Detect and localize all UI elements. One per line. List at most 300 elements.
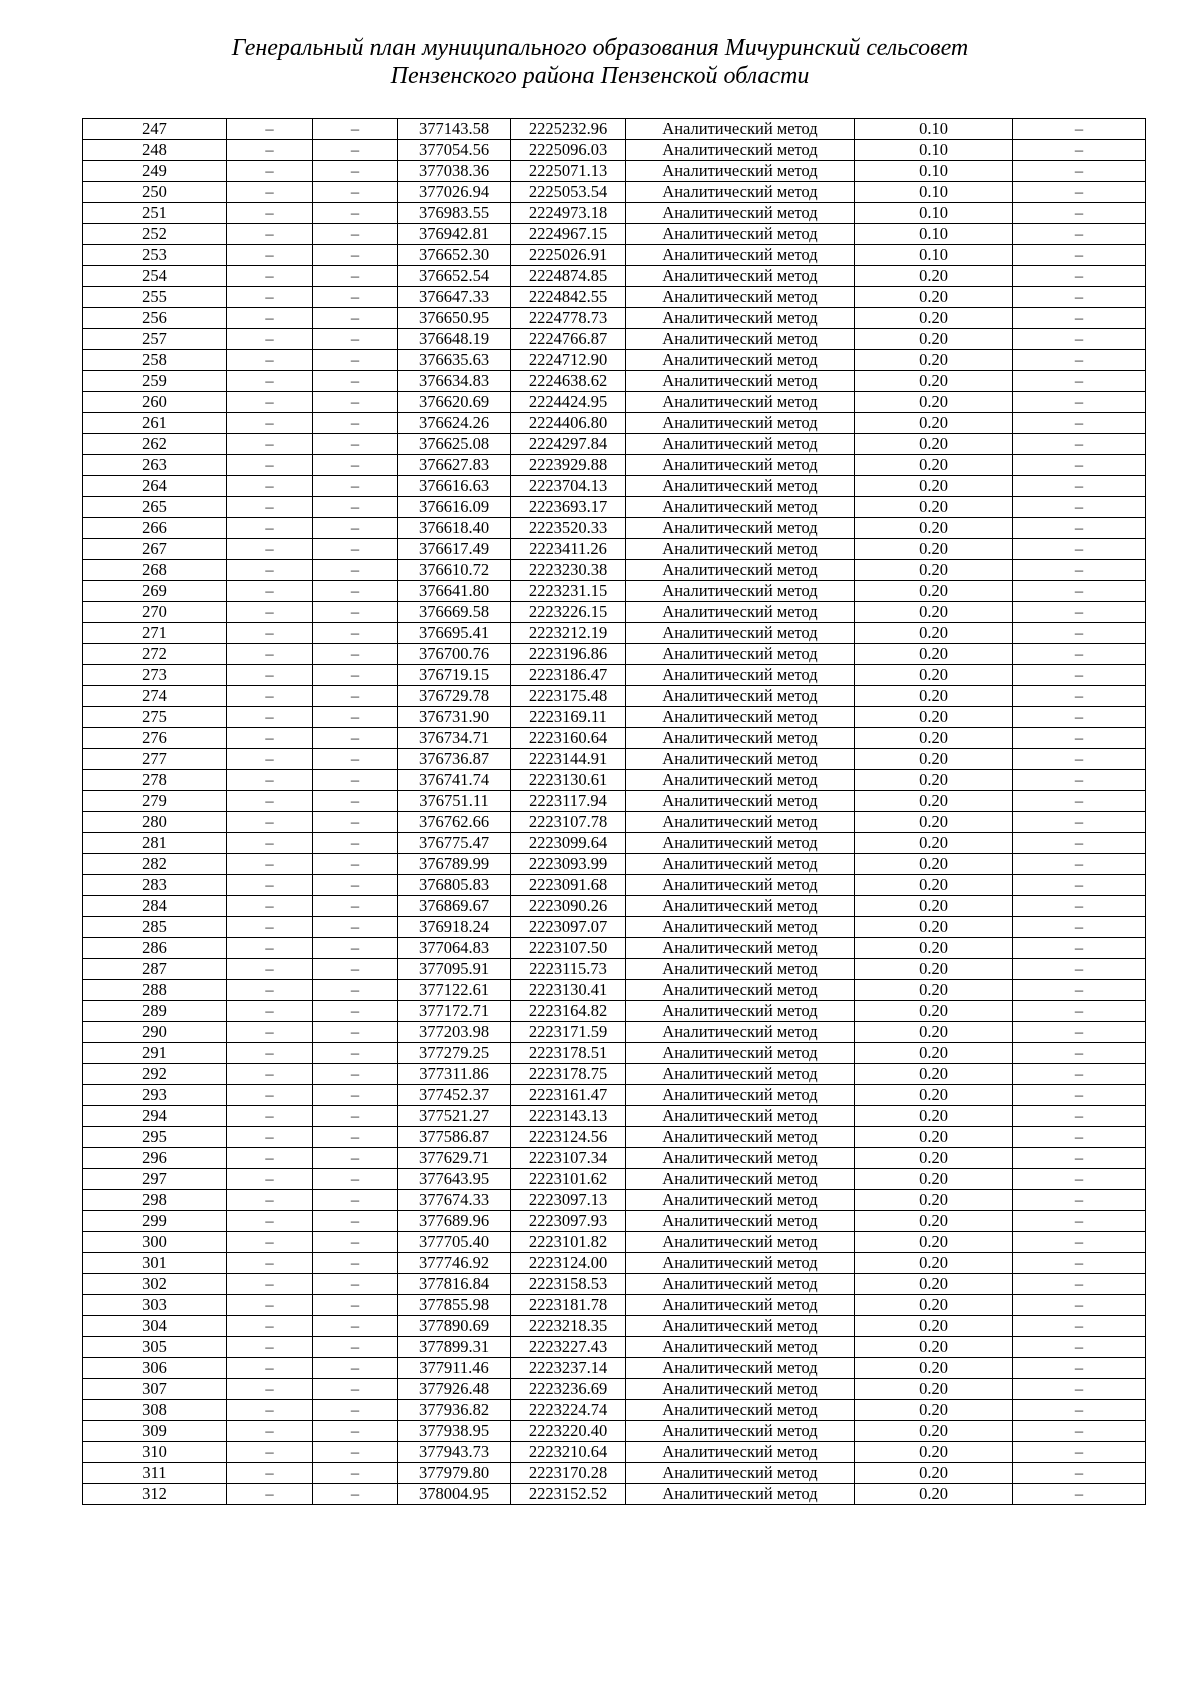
x-coordinate: 376731.90 <box>398 707 511 728</box>
x-coordinate: 376624.26 <box>398 413 511 434</box>
dash-cell: – <box>313 1043 398 1064</box>
point-number: 297 <box>83 1169 227 1190</box>
dash-cell: – <box>313 1085 398 1106</box>
method-cell: Аналитический метод <box>626 1400 855 1421</box>
table-row <box>83 854 1146 875</box>
method-cell: Аналитический метод <box>626 938 855 959</box>
y-coordinate: 2223124.56 <box>511 1127 626 1148</box>
dash-cell: – <box>227 602 313 623</box>
dash-cell: – <box>227 1085 313 1106</box>
table-row <box>83 1484 1146 1505</box>
accuracy-cell: 0.20 <box>855 560 1013 581</box>
x-coordinate: 377143.58 <box>398 119 511 140</box>
dash-cell: – <box>313 665 398 686</box>
y-coordinate: 2223130.61 <box>511 770 626 791</box>
accuracy-cell: 0.20 <box>855 728 1013 749</box>
table-row <box>83 917 1146 938</box>
accuracy-cell: 0.20 <box>855 686 1013 707</box>
table-row <box>83 350 1146 371</box>
method-cell: Аналитический метод <box>626 644 855 665</box>
x-coordinate: 377855.98 <box>398 1295 511 1316</box>
accuracy-cell: 0.20 <box>855 539 1013 560</box>
dash-cell: – <box>1013 602 1146 623</box>
dash-cell: – <box>1013 1253 1146 1274</box>
point-number: 310 <box>83 1442 227 1463</box>
dash-cell: – <box>227 1106 313 1127</box>
table-row <box>83 581 1146 602</box>
table-row <box>83 686 1146 707</box>
point-number: 291 <box>83 1043 227 1064</box>
point-number: 261 <box>83 413 227 434</box>
dash-cell: – <box>313 476 398 497</box>
accuracy-cell: 0.20 <box>855 1484 1013 1505</box>
method-cell: Аналитический метод <box>626 266 855 287</box>
accuracy-cell: 0.10 <box>855 161 1013 182</box>
dash-cell: – <box>313 1400 398 1421</box>
dash-cell: – <box>1013 833 1146 854</box>
table-row <box>83 1442 1146 1463</box>
accuracy-cell: 0.20 <box>855 1253 1013 1274</box>
point-number: 289 <box>83 1001 227 1022</box>
point-number: 305 <box>83 1337 227 1358</box>
y-coordinate: 2223181.78 <box>511 1295 626 1316</box>
accuracy-cell: 0.20 <box>855 518 1013 539</box>
y-coordinate: 2223220.40 <box>511 1421 626 1442</box>
x-coordinate: 376751.11 <box>398 791 511 812</box>
dash-cell: – <box>227 875 313 896</box>
accuracy-cell: 0.20 <box>855 371 1013 392</box>
y-coordinate: 2225071.13 <box>511 161 626 182</box>
dash-cell: – <box>1013 1106 1146 1127</box>
dash-cell: – <box>227 539 313 560</box>
x-coordinate: 376775.47 <box>398 833 511 854</box>
table-row <box>83 749 1146 770</box>
method-cell: Аналитический метод <box>626 1232 855 1253</box>
table-row <box>83 434 1146 455</box>
table-row <box>83 875 1146 896</box>
accuracy-cell: 0.10 <box>855 140 1013 161</box>
dash-cell: – <box>227 938 313 959</box>
y-coordinate: 2224973.18 <box>511 203 626 224</box>
dash-cell: – <box>227 518 313 539</box>
method-cell: Аналитический метод <box>626 665 855 686</box>
table-row <box>83 1148 1146 1169</box>
table-row <box>83 1127 1146 1148</box>
x-coordinate: 376942.81 <box>398 224 511 245</box>
accuracy-cell: 0.20 <box>855 1358 1013 1379</box>
point-number: 248 <box>83 140 227 161</box>
x-coordinate: 376700.76 <box>398 644 511 665</box>
y-coordinate: 2223230.38 <box>511 560 626 581</box>
x-coordinate: 376647.33 <box>398 287 511 308</box>
dash-cell: – <box>313 707 398 728</box>
dash-cell: – <box>313 161 398 182</box>
y-coordinate: 2223107.34 <box>511 1148 626 1169</box>
dash-cell: – <box>1013 476 1146 497</box>
point-number: 255 <box>83 287 227 308</box>
dash-cell: – <box>227 1400 313 1421</box>
table-row <box>83 1211 1146 1232</box>
dash-cell: – <box>1013 1316 1146 1337</box>
dash-cell: – <box>1013 1211 1146 1232</box>
dash-cell: – <box>313 1295 398 1316</box>
dash-cell: – <box>1013 728 1146 749</box>
dash-cell: – <box>313 581 398 602</box>
dash-cell: – <box>227 1127 313 1148</box>
dash-cell: – <box>1013 224 1146 245</box>
dash-cell: – <box>227 1442 313 1463</box>
method-cell: Аналитический метод <box>626 1127 855 1148</box>
dash-cell: – <box>227 140 313 161</box>
table-row <box>83 1295 1146 1316</box>
table-row <box>83 140 1146 161</box>
dash-cell: – <box>227 1022 313 1043</box>
y-coordinate: 2223178.75 <box>511 1064 626 1085</box>
accuracy-cell: 0.20 <box>855 833 1013 854</box>
x-coordinate: 376918.24 <box>398 917 511 938</box>
dash-cell: – <box>1013 140 1146 161</box>
dash-cell: – <box>227 854 313 875</box>
dash-cell: – <box>1013 1358 1146 1379</box>
accuracy-cell: 0.20 <box>855 1064 1013 1085</box>
table-row <box>83 1169 1146 1190</box>
table-row <box>83 1106 1146 1127</box>
dash-cell: – <box>313 1316 398 1337</box>
dash-cell: – <box>227 833 313 854</box>
dash-cell: – <box>1013 1337 1146 1358</box>
dash-cell: – <box>1013 854 1146 875</box>
point-number: 283 <box>83 875 227 896</box>
table-row <box>83 329 1146 350</box>
table-row <box>83 644 1146 665</box>
accuracy-cell: 0.20 <box>855 413 1013 434</box>
accuracy-cell: 0.20 <box>855 350 1013 371</box>
dash-cell: – <box>1013 539 1146 560</box>
x-coordinate: 376634.83 <box>398 371 511 392</box>
point-number: 278 <box>83 770 227 791</box>
point-number: 265 <box>83 497 227 518</box>
accuracy-cell: 0.20 <box>855 896 1013 917</box>
dash-cell: – <box>1013 497 1146 518</box>
point-number: 295 <box>83 1127 227 1148</box>
dash-cell: – <box>313 896 398 917</box>
point-number: 262 <box>83 434 227 455</box>
point-number: 311 <box>83 1463 227 1484</box>
dash-cell: – <box>1013 644 1146 665</box>
method-cell: Аналитический метод <box>626 602 855 623</box>
y-coordinate: 2223175.48 <box>511 686 626 707</box>
table-row <box>83 413 1146 434</box>
point-number: 312 <box>83 1484 227 1505</box>
table-row <box>83 1022 1146 1043</box>
y-coordinate: 2223411.26 <box>511 539 626 560</box>
accuracy-cell: 0.20 <box>855 1169 1013 1190</box>
dash-cell: – <box>227 1064 313 1085</box>
accuracy-cell: 0.20 <box>855 1337 1013 1358</box>
y-coordinate: 2223237.14 <box>511 1358 626 1379</box>
dash-cell: – <box>313 623 398 644</box>
dash-cell: – <box>313 434 398 455</box>
dash-cell: – <box>227 350 313 371</box>
y-coordinate: 2223231.15 <box>511 581 626 602</box>
method-cell: Аналитический метод <box>626 329 855 350</box>
x-coordinate: 377926.48 <box>398 1379 511 1400</box>
dash-cell: – <box>227 560 313 581</box>
x-coordinate: 378004.95 <box>398 1484 511 1505</box>
dash-cell: – <box>227 1169 313 1190</box>
x-coordinate: 376729.78 <box>398 686 511 707</box>
dash-cell: – <box>313 392 398 413</box>
point-number: 293 <box>83 1085 227 1106</box>
dash-cell: – <box>313 770 398 791</box>
method-cell: Аналитический метод <box>626 287 855 308</box>
method-cell: Аналитический метод <box>626 140 855 161</box>
y-coordinate: 2224967.15 <box>511 224 626 245</box>
dash-cell: – <box>227 287 313 308</box>
table-row <box>83 665 1146 686</box>
dash-cell: – <box>227 245 313 266</box>
point-number: 281 <box>83 833 227 854</box>
dash-cell: – <box>1013 1295 1146 1316</box>
table-row <box>83 1274 1146 1295</box>
dash-cell: – <box>1013 1379 1146 1400</box>
dash-cell: – <box>1013 1148 1146 1169</box>
method-cell: Аналитический метод <box>626 1001 855 1022</box>
x-coordinate: 376669.58 <box>398 602 511 623</box>
dash-cell: – <box>313 1148 398 1169</box>
dash-cell: – <box>1013 959 1146 980</box>
x-coordinate: 376625.08 <box>398 434 511 455</box>
point-number: 285 <box>83 917 227 938</box>
table-row <box>83 1421 1146 1442</box>
x-coordinate: 377064.83 <box>398 938 511 959</box>
dash-cell: – <box>227 812 313 833</box>
dash-cell: – <box>313 1421 398 1442</box>
method-cell: Аналитический метод <box>626 1484 855 1505</box>
x-coordinate: 377689.96 <box>398 1211 511 1232</box>
method-cell: Аналитический метод <box>626 1274 855 1295</box>
dash-cell: – <box>313 119 398 140</box>
table-row <box>83 245 1146 266</box>
point-number: 270 <box>83 602 227 623</box>
table-row <box>83 539 1146 560</box>
x-coordinate: 376635.63 <box>398 350 511 371</box>
point-number: 276 <box>83 728 227 749</box>
table-row <box>83 392 1146 413</box>
dash-cell: – <box>227 1211 313 1232</box>
method-cell: Аналитический метод <box>626 350 855 371</box>
method-cell: Аналитический метод <box>626 686 855 707</box>
point-number: 274 <box>83 686 227 707</box>
table-row <box>83 1001 1146 1022</box>
x-coordinate: 377938.95 <box>398 1421 511 1442</box>
point-number: 282 <box>83 854 227 875</box>
y-coordinate: 2225053.54 <box>511 182 626 203</box>
dash-cell: – <box>313 1463 398 1484</box>
method-cell: Аналитический метод <box>626 413 855 434</box>
dash-cell: – <box>1013 707 1146 728</box>
point-number: 304 <box>83 1316 227 1337</box>
dash-cell: – <box>313 350 398 371</box>
method-cell: Аналитический метод <box>626 1421 855 1442</box>
dash-cell: – <box>227 770 313 791</box>
dash-cell: – <box>227 917 313 938</box>
dash-cell: – <box>227 896 313 917</box>
dash-cell: – <box>313 539 398 560</box>
method-cell: Аналитический метод <box>626 1148 855 1169</box>
dash-cell: – <box>313 1001 398 1022</box>
accuracy-cell: 0.20 <box>855 665 1013 686</box>
x-coordinate: 376652.54 <box>398 266 511 287</box>
y-coordinate: 2223099.64 <box>511 833 626 854</box>
dash-cell: – <box>227 644 313 665</box>
x-coordinate: 376695.41 <box>398 623 511 644</box>
dash-cell: – <box>313 980 398 1001</box>
y-coordinate: 2223124.00 <box>511 1253 626 1274</box>
y-coordinate: 2223929.88 <box>511 455 626 476</box>
method-cell: Аналитический метод <box>626 1190 855 1211</box>
point-number: 268 <box>83 560 227 581</box>
method-cell: Аналитический метод <box>626 707 855 728</box>
method-cell: Аналитический метод <box>626 1211 855 1232</box>
accuracy-cell: 0.20 <box>855 1127 1013 1148</box>
point-number: 250 <box>83 182 227 203</box>
x-coordinate: 377629.71 <box>398 1148 511 1169</box>
accuracy-cell: 0.20 <box>855 1085 1013 1106</box>
y-coordinate: 2223164.82 <box>511 1001 626 1022</box>
method-cell: Аналитический метод <box>626 1169 855 1190</box>
dash-cell: – <box>313 1211 398 1232</box>
method-cell: Аналитический метод <box>626 980 855 1001</box>
y-coordinate: 2223196.86 <box>511 644 626 665</box>
accuracy-cell: 0.20 <box>855 707 1013 728</box>
accuracy-cell: 0.20 <box>855 1001 1013 1022</box>
dash-cell: – <box>227 1337 313 1358</box>
accuracy-cell: 0.20 <box>855 644 1013 665</box>
dash-cell: – <box>313 791 398 812</box>
table-row <box>83 1190 1146 1211</box>
method-cell: Аналитический метод <box>626 476 855 497</box>
dash-cell: – <box>227 455 313 476</box>
x-coordinate: 376648.19 <box>398 329 511 350</box>
table-row <box>83 833 1146 854</box>
y-coordinate: 2223158.53 <box>511 1274 626 1295</box>
x-coordinate: 377038.36 <box>398 161 511 182</box>
method-cell: Аналитический метод <box>626 1379 855 1400</box>
method-cell: Аналитический метод <box>626 581 855 602</box>
point-number: 306 <box>83 1358 227 1379</box>
point-number: 280 <box>83 812 227 833</box>
accuracy-cell: 0.20 <box>855 938 1013 959</box>
dash-cell: – <box>1013 581 1146 602</box>
dash-cell: – <box>227 1421 313 1442</box>
dash-cell: – <box>1013 287 1146 308</box>
y-coordinate: 2223093.99 <box>511 854 626 875</box>
x-coordinate: 376650.95 <box>398 308 511 329</box>
x-coordinate: 377816.84 <box>398 1274 511 1295</box>
point-number: 267 <box>83 539 227 560</box>
dash-cell: – <box>1013 623 1146 644</box>
dash-cell: – <box>1013 1400 1146 1421</box>
x-coordinate: 377890.69 <box>398 1316 511 1337</box>
dash-cell: – <box>1013 1022 1146 1043</box>
y-coordinate: 2223107.50 <box>511 938 626 959</box>
point-number: 275 <box>83 707 227 728</box>
dash-cell: – <box>1013 413 1146 434</box>
x-coordinate: 376983.55 <box>398 203 511 224</box>
method-cell: Аналитический метод <box>626 161 855 182</box>
accuracy-cell: 0.20 <box>855 770 1013 791</box>
x-coordinate: 376734.71 <box>398 728 511 749</box>
dash-cell: – <box>227 434 313 455</box>
dash-cell: – <box>227 581 313 602</box>
accuracy-cell: 0.20 <box>855 1442 1013 1463</box>
y-coordinate: 2224424.95 <box>511 392 626 413</box>
dash-cell: – <box>1013 1232 1146 1253</box>
point-number: 309 <box>83 1421 227 1442</box>
dash-cell: – <box>1013 1169 1146 1190</box>
dash-cell: – <box>1013 1085 1146 1106</box>
method-cell: Аналитический метод <box>626 749 855 770</box>
y-coordinate: 2223117.94 <box>511 791 626 812</box>
dash-cell: – <box>227 497 313 518</box>
dash-cell: – <box>1013 938 1146 959</box>
accuracy-cell: 0.20 <box>855 455 1013 476</box>
table-row <box>83 1253 1146 1274</box>
dash-cell: – <box>227 707 313 728</box>
dash-cell: – <box>1013 182 1146 203</box>
accuracy-cell: 0.20 <box>855 1232 1013 1253</box>
table-row <box>83 224 1146 245</box>
method-cell: Аналитический метод <box>626 518 855 539</box>
point-number: 290 <box>83 1022 227 1043</box>
point-number: 301 <box>83 1253 227 1274</box>
method-cell: Аналитический метод <box>626 371 855 392</box>
table-row <box>83 1463 1146 1484</box>
x-coordinate: 377586.87 <box>398 1127 511 1148</box>
dash-cell: – <box>313 413 398 434</box>
y-coordinate: 2223520.33 <box>511 518 626 539</box>
method-cell: Аналитический метод <box>626 1085 855 1106</box>
accuracy-cell: 0.20 <box>855 749 1013 770</box>
table-row <box>83 161 1146 182</box>
dash-cell: – <box>227 1463 313 1484</box>
dash-cell: – <box>227 1295 313 1316</box>
accuracy-cell: 0.10 <box>855 203 1013 224</box>
y-coordinate: 2224638.62 <box>511 371 626 392</box>
table-row <box>83 371 1146 392</box>
dash-cell: – <box>1013 392 1146 413</box>
accuracy-cell: 0.20 <box>855 1106 1013 1127</box>
dash-cell: – <box>313 833 398 854</box>
dash-cell: – <box>313 1379 398 1400</box>
dash-cell: – <box>313 371 398 392</box>
method-cell: Аналитический метод <box>626 728 855 749</box>
method-cell: Аналитический метод <box>626 623 855 644</box>
x-coordinate: 376618.40 <box>398 518 511 539</box>
dash-cell: – <box>227 1190 313 1211</box>
table-row <box>83 1400 1146 1421</box>
accuracy-cell: 0.20 <box>855 1190 1013 1211</box>
method-cell: Аналитический метод <box>626 1316 855 1337</box>
method-cell: Аналитический метод <box>626 224 855 245</box>
point-number: 300 <box>83 1232 227 1253</box>
x-coordinate: 376789.99 <box>398 854 511 875</box>
method-cell: Аналитический метод <box>626 455 855 476</box>
dash-cell: – <box>313 854 398 875</box>
dash-cell: – <box>1013 455 1146 476</box>
accuracy-cell: 0.20 <box>855 308 1013 329</box>
